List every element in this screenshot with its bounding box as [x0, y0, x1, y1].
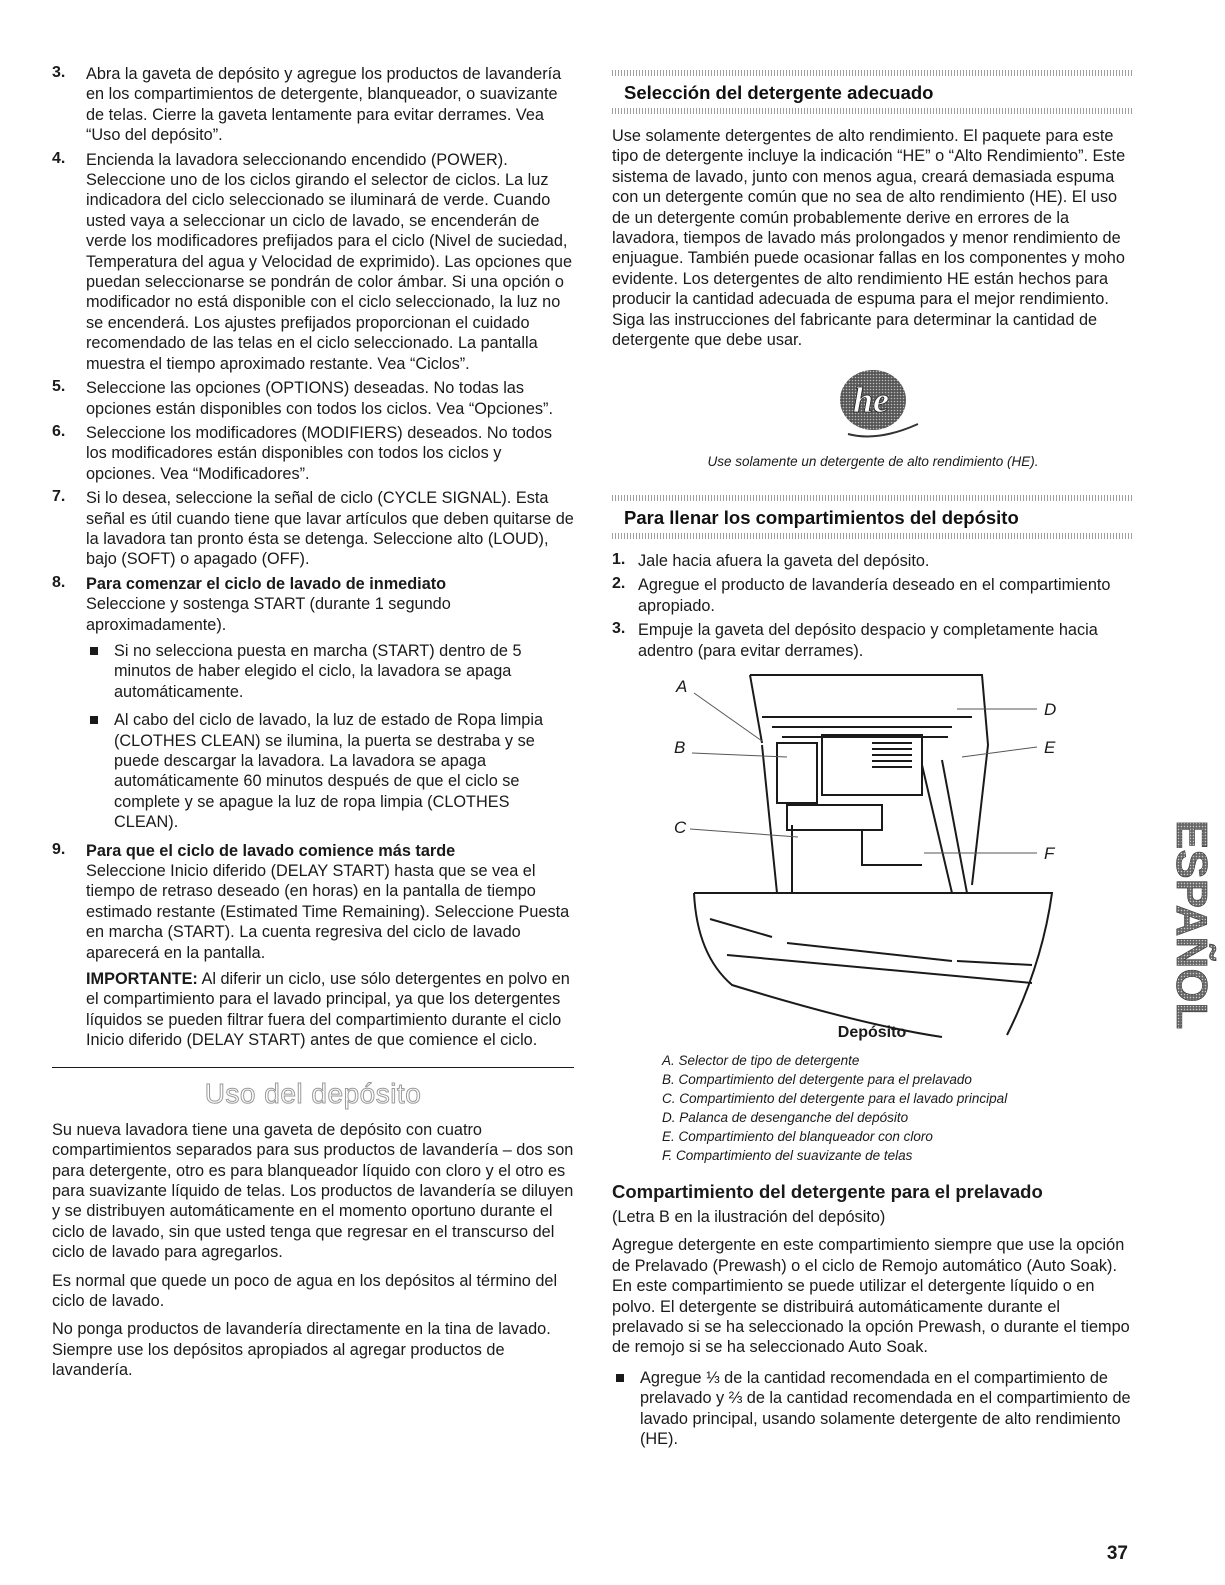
step-title: Para comenzar el ciclo de lavado de inmediato [86, 574, 447, 593]
step-text: Si lo desea, seleccione la señal de ciclo (CYCLE SIGNAL). Esta señal es útil cuando tiene que lavar artículos que deben quitarse de la lavadora tan pronto ésta se detenga. Seleccione alto (LOUD), bajo (SOFT) o apagado (OFF). [86, 489, 574, 569]
step-4 [52, 150, 574, 374]
he-logo-icon [818, 364, 928, 444]
step-number: 8. [52, 573, 66, 591]
list-item: 3. Empuje la gaveta del depósito despacio y completamente hacia adentro (para evitar derrames). [612, 620, 1098, 660]
step-text: Seleccione las opciones (OPTIONS) deseadas. No todas las opciones están disponibles con todos los ciclos. Vea “Opciones”. [86, 379, 553, 418]
label-b: B [674, 737, 686, 757]
step-5 [52, 378, 574, 419]
label-c: C [674, 817, 687, 837]
section-divider [52, 1067, 574, 1068]
paragraph: No ponga productos de lavandería directamente en la tina de lavado. Siempre use los depósitos apropiados al agregar productos de lavandería. [52, 1320, 551, 1380]
bullet-icon [616, 1374, 624, 1382]
list-item: Agregue ⅓ de la cantidad recomendada en el compartimiento de prelavado y ⅔ de la cantidad recomendada en el compartimiento de lavado principal, usando solamente detergente de alto rendimiento (HE). [612, 1368, 1134, 1450]
step-number: 4. [52, 149, 66, 167]
paragraph: Use solamente detergentes de alto rendimiento. El paquete para este tipo de detergente incluye la indicación “HE” o “Alto Rendimiento”. Este sistema de lavado, junto con menos agua, creará demasiada espuma con un detergente común que no sea de alto rendimiento (HE). El uso de un detergente común probablemente derive en errores de la lavadora, tiempos de lavado más prolongados y menor rendimiento de enjuague. También puede ocasionar fallas en los componentes y moho evidente. Los detergentes de alto rendimiento HE están hechos para producir la cantidad adecuada de espuma para el mejor rendimiento. Siga las instrucciones del fabricante para determinar la cantidad de detergente que debe usar. [612, 127, 1126, 350]
svg-text:he: he [853, 380, 889, 421]
bullet-icon [90, 716, 98, 724]
list-item: 1. Jale hacia afuera la gaveta del depósito. [612, 550, 930, 570]
label-f: F [1044, 843, 1055, 863]
list-item: 2. Agregue el producto de lavandería deseado en el compartimiento apropiado. [612, 575, 1111, 615]
section-heading: Para llenar los compartimientos del depósito [624, 506, 1019, 528]
section-heading: Selección del detergente adecuado [624, 82, 934, 103]
paragraph: Agregue detergente en este compartimiento siempre que use la opción de Prelavado (Prewash) o el ciclo de Remojo automático (Auto Soak). En este compartimiento se puede utilizar el detergente líquido o en polvo. El detergente se distribuirá automáticamente durante el prelavado si se ha seleccionado la opción Prewash, o durante el tiempo de remojo si se ha seleccionado Auto Soak. [612, 1236, 1130, 1357]
step-6 [52, 423, 574, 484]
hatch-rule [612, 70, 1134, 76]
step-text: Abra la gaveta de depósito y agregue los productos de lavandería en los compartimientos de detergente, blanqueador, o suavizante de telas. Cierre la gaveta lentamente para evitar derrames. Vea “Uso del depósito”. [86, 65, 562, 145]
label-d: D [1044, 699, 1057, 719]
step-text: Seleccione y sostenga START (durante 1 segundo aproximadamente). [86, 595, 451, 634]
step-number: 9. [52, 840, 66, 858]
list-item: Si no selecciona puesta en marcha (START) dentro de 5 minutos de haber elegido el ciclo, la lavadora se apaga automáticamente. [86, 641, 574, 702]
bullet-icon [90, 647, 98, 655]
step-9 [52, 841, 574, 1051]
step-7 [52, 488, 574, 570]
step-number: 7. [52, 488, 66, 506]
list-item: Al cabo del ciclo de lavado, la luz de estado de Ropa limpia (CLOTHES CLEAN) se ilumina, la puerta se destraba y se puede descargar la lavadora. La lavadora se apaga automáticamente 60 minutos después de que el ciclo se complete y se apague la luz de ropa limpia (CLOTHES CLEAN). [86, 710, 574, 832]
label-a: A [676, 676, 688, 696]
hatch-rule [612, 108, 1134, 114]
diagram-legend: A. Selector de tipo de detergente B. Compartimiento del detergente para el prelavado C. Compartimiento del detergente para el lavado principal D. Palanca de desenganche del depósito E. Compartimiento del blanqueador con cloro F. Compartimiento del suavizante de telas [662, 1052, 1008, 1163]
important-note: IMPORTANTE: Al diferir un ciclo, use sólo detergentes en polvo en el compartimiento para el lavado principal, ya que los detergentes líquidos se pueden filtrar fuera del compartimiento durante el ciclo Inicio diferido (DELAY START) antes de que comience el ciclo. [86, 970, 570, 1050]
step-title: Para que el ciclo de lavado comience más tarde [86, 841, 456, 860]
fill-steps [612, 551, 1134, 661]
left-column [52, 64, 574, 1389]
step-number: 6. [52, 422, 66, 440]
section-title: Uso del depósito [204, 1077, 422, 1109]
step-number: 3. [52, 64, 66, 81]
svg-text:ESPAÑOL: ESPAÑOL [1167, 820, 1216, 1030]
subsection-heading: Compartimiento del detergente para el prelavado [612, 1180, 1043, 1202]
page-number: 37 [1106, 1543, 1128, 1564]
step-text: Seleccione Inicio diferido (DELAY START) hasta que se vea el tiempo de retraso deseado (en horas) en la pantalla de tiempo estimado restante (Estimated Time Remaining). Seleccione Puesta en marcha (START). La cuenta regresiva del ciclo de lavado aparecerá en la pantalla. [86, 862, 570, 962]
paragraph: Es normal que quede un poco de agua en los depósitos al término del ciclo de lavado. [52, 1271, 558, 1310]
side-tab [1152, 820, 1216, 1070]
diagram-title: Depósito [837, 1023, 907, 1041]
dispenser-diagram [612, 665, 1134, 1045]
right-column [612, 70, 1134, 1457]
hatch-rule [612, 495, 1134, 501]
steps-list [52, 64, 574, 570]
paragraph: Su nueva lavadora tiene una gaveta de depósito con cuatro compartimientos separados para sus productos de lavandería – dos son para detergente, otro es para blanqueador líquido con cloro y el otro es para suavizante líquido de telas. Los productos de lavandería se diluyen y se distribuyen automáticamente en el momento oportuno durante el ciclo de lavado, sin que usted tenga que regresar en el transcurso del ciclo de lavado para agregarlos. [52, 1120, 574, 1262]
step-text: Encienda la lavadora seleccionando encendido (POWER). Seleccione uno de los ciclos girando el selector de ciclos. La luz indicadora del ciclo seleccionado se iluminará de verde. Cuando usted vaya a seleccionar un ciclo de lavado, se encenderán de verde los modificadores prefijados para el ciclo (Nivel de suciedad, Temperatura del agua y Velocidad de exprimido). Las opciones que puedan seleccionarse se pondrán de color ámbar. Si una opción o modificador no está disponible con el ciclo seleccionado, la luz no se encenderá. Los ajustes prefijados proporcionan el cuidado recomendado de las telas en el ciclo seleccionado. La pantalla muestra el tiempo aproximado restante. Vea “Ciclos”. [86, 150, 573, 373]
hatch-rule [612, 533, 1134, 539]
step-text: Seleccione los modificadores (MODIFIERS) deseados. No todos los modificadores están disponibles con todos los ciclos y opciones. Vea “Modificadores”. [86, 423, 553, 483]
step-3 [52, 64, 574, 146]
label-e: E [1044, 737, 1056, 757]
step-number: 5. [52, 378, 66, 396]
subheading-note: (Letra B en la ilustración del depósito) [612, 1207, 886, 1226]
logo-caption: Use solamente un detergente de alto rendimiento (HE). [707, 454, 1039, 470]
step-8 [52, 574, 574, 833]
